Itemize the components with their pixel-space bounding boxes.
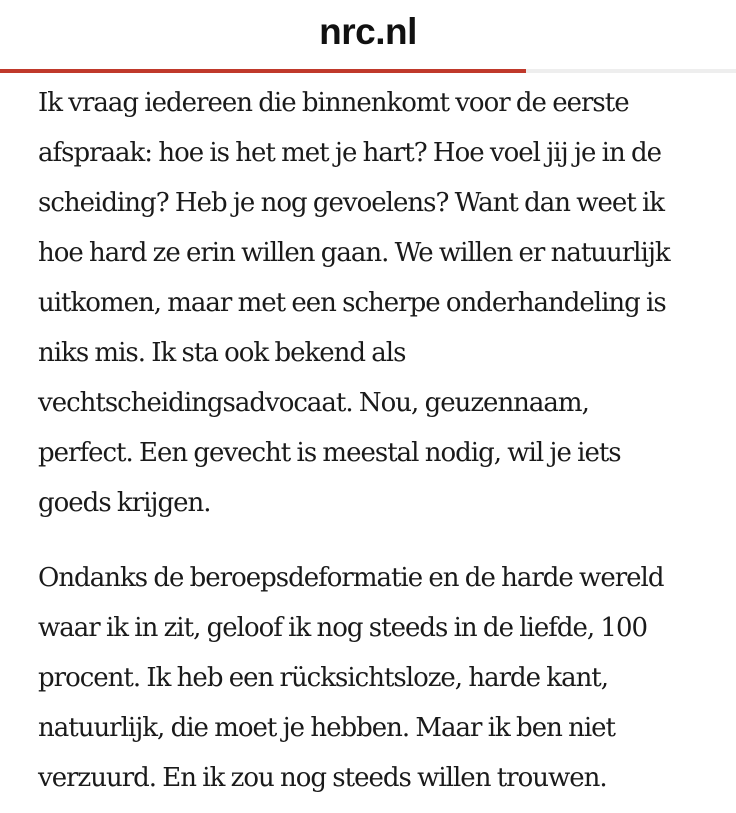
paragraph-line: hoe hard ze erin willen gaan. We willen er natuurlijk xyxy=(38,238,670,268)
paragraph-line: natuurlijk, die moet je hebben. Maar ik ben niet xyxy=(38,713,615,743)
paragraph-line: perfect. Een gevecht is meestal nodig, wil je iets xyxy=(38,438,621,468)
reading-progress-fill xyxy=(0,69,526,73)
paragraph-line: goeds krijgen. xyxy=(38,488,211,518)
reading-progress-bar xyxy=(0,69,736,73)
article-paragraph xyxy=(38,553,708,803)
paragraph-line: waar ik in zit, geloof ik nog steeds in de liefde, 100 xyxy=(38,613,648,643)
paragraph-line: vechtscheidingsadvocaat. Nou, geuzennaam, xyxy=(38,388,589,418)
article-paragraph xyxy=(38,78,708,528)
paragraph-line: afspraak: hoe is het met je hart? Hoe voel jij je in de xyxy=(38,138,661,168)
paragraph-line: verzuurd. En ik zou nog steeds willen trouwen. xyxy=(38,763,607,793)
paragraph-line: uitkomen, maar met een scherpe onderhandeling is xyxy=(38,288,666,318)
paragraph-line: Ondanks de beroepsdeformatie en de harde wereld xyxy=(38,563,664,593)
site-header xyxy=(0,0,736,70)
paragraph-line: niks mis. Ik sta ook bekend als xyxy=(38,338,406,368)
article-body xyxy=(38,78,708,803)
paragraph-line: scheiding? Heb je nog gevoelens? Want dan weet ik xyxy=(38,188,665,218)
site-logo-title[interactable]: nrc.nl xyxy=(319,11,417,52)
paragraph-line: procent. Ik heb een rücksichtsloze, harde kant, xyxy=(38,663,609,693)
paragraph-line: Ik vraag iedereen die binnenkomt voor de eerste xyxy=(38,88,629,118)
